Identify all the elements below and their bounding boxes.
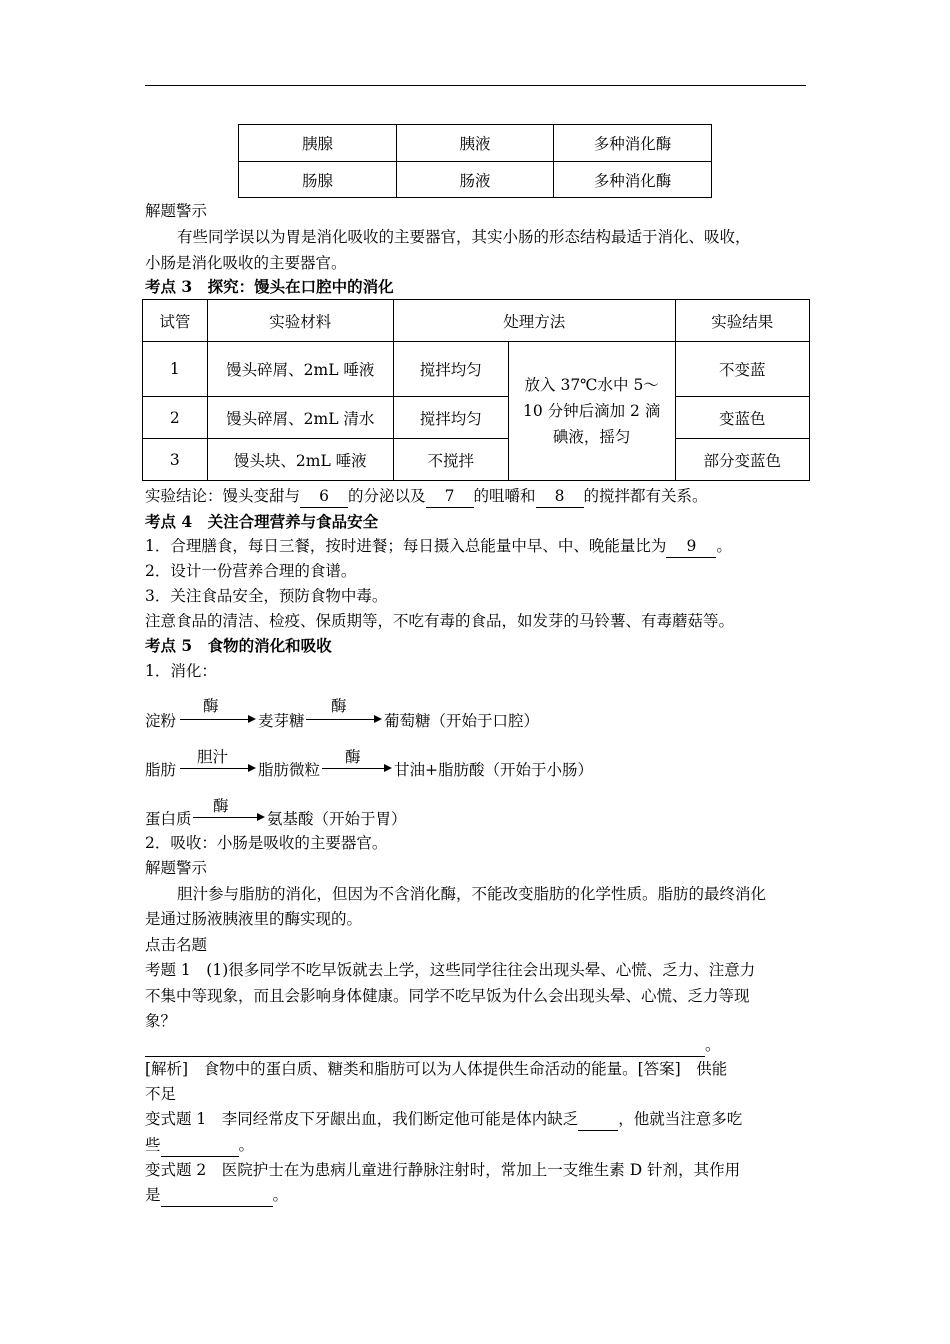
header-cell: 试管	[143, 300, 208, 342]
table-row	[239, 125, 712, 162]
warning-title: 解题警示	[145, 859, 208, 877]
variant-question-line	[145, 1184, 288, 1207]
digestion-heading: 1．消化：	[145, 662, 217, 680]
glucose-label: 葡萄糖（开始于口腔）	[384, 712, 540, 730]
warning-title: 解题警示	[145, 202, 208, 220]
enzyme-label: 酶	[213, 797, 229, 815]
experiment-conclusion	[145, 485, 708, 508]
variant-text: ，他就当注意多吃	[618, 1110, 743, 1128]
variant-question-line	[145, 1108, 742, 1131]
maltose-label: 麦芽糖	[258, 712, 305, 730]
enzyme-label: 酶	[345, 748, 361, 766]
question-line: 不集中等现象，而且会影响身体健康。同学不吃早饭为什么会出现头晕、心慌、乏力等现	[145, 987, 750, 1005]
table-cell: 馒头碎屑、2mL 唾液	[207, 342, 393, 397]
experiment-table	[142, 299, 810, 481]
variant-text: 。	[238, 1136, 255, 1154]
enzyme-label: 酶	[203, 697, 219, 715]
blank-8: 8	[536, 485, 584, 508]
starch-label: 淀粉	[145, 712, 177, 730]
arrow-icon	[180, 768, 248, 769]
answer-line: [解析] 食物中的蛋白质、糖类和脂肪可以为人体提供生命活动的能量。[答案] 供能	[145, 1060, 728, 1078]
header-cell: 实验结果	[675, 300, 809, 342]
variant-question-line	[145, 1134, 254, 1157]
table-row	[143, 342, 810, 397]
table-cell: 搅拌均匀	[393, 397, 508, 439]
point4-line: 注意食品的清洁、检疫、保质期等，不吃有毒的食品，如发芽的马铃薯、有毒蘑菇等。	[145, 612, 735, 630]
method-text-line: 10 分钟后滴加 2 滴	[522, 402, 661, 420]
answer-blank	[161, 1184, 273, 1207]
conclusion-text: 实验结论：馒头变甜与	[145, 487, 301, 505]
header-cell: 处理方法	[393, 300, 675, 342]
table-cell: 2	[143, 397, 208, 439]
point4-line: 2．设计一份营养合理的食谱。	[145, 562, 357, 580]
variant-text: 是	[145, 1186, 161, 1204]
table-cell: 3	[143, 439, 208, 481]
conclusion-text: 的分泌以及	[348, 487, 426, 505]
table-cell: 变蓝色	[675, 397, 809, 439]
table-cell: 胰腺	[239, 125, 397, 162]
question-line: 象？	[145, 1012, 177, 1030]
shared-method-cell	[508, 342, 675, 481]
amino-label: 氨基酸（开始于胃）	[267, 810, 407, 828]
variant-text: 。	[272, 1186, 289, 1204]
bile-label: 胆汁	[197, 748, 229, 766]
header-cell: 实验材料	[207, 300, 393, 342]
table-cell: 多种消化酶	[553, 125, 711, 162]
conclusion-text: 的咀嚼和	[473, 487, 536, 505]
warning-text-line: 有些同学误以为胃是消化吸收的主要器官，其实小肠的形态结构最适于消化、吸收，	[177, 228, 751, 246]
variant-text: 些	[145, 1136, 161, 1154]
warning-text-line: 小肠是消化吸收的主要器官。	[145, 254, 347, 272]
table-cell: 肠液	[396, 162, 553, 198]
blank-7: 7	[426, 485, 474, 508]
table-cell: 不搅拌	[393, 439, 508, 481]
table-cell: 搅拌均匀	[393, 342, 508, 397]
blank-6: 6	[300, 485, 348, 508]
variant-text: 变式题 1 李同经常皮下牙龈出血，我们断定他可能是体内缺乏	[145, 1110, 579, 1128]
question-line: 考题 1 (1)很多同学不吃早饭就去上学，这些同学往往会出现头晕、心慌、乏力、注意力	[145, 961, 756, 979]
digestive-glands-table	[238, 124, 712, 198]
section-title-point3: 考点 3 探究：馒头在口腔中的消化	[145, 277, 394, 296]
table-cell: 肠腺	[239, 162, 397, 198]
fat-label: 脂肪	[145, 761, 177, 779]
enzyme-label: 酶	[331, 697, 347, 715]
conclusion-text: 的搅拌都有关系。	[583, 487, 708, 505]
method-text-line: 放入 37℃水中 5～	[524, 376, 659, 394]
answer-line: 不足	[145, 1085, 177, 1103]
arrow-icon	[180, 719, 248, 720]
answer-blank-line	[145, 1034, 721, 1057]
section-title-point4: 考点 4 关注合理营养与食品安全	[145, 512, 379, 531]
table-row	[239, 162, 712, 198]
table-cell: 不变蓝	[675, 342, 809, 397]
table-cell: 多种消化酶	[553, 162, 711, 198]
table-cell: 1	[143, 342, 208, 397]
blank-9: 9	[666, 535, 716, 558]
protein-label: 蛋白质	[145, 810, 192, 828]
point4-line	[145, 535, 732, 558]
header-rule	[145, 85, 806, 86]
table-cell: 部分变蓝色	[675, 439, 809, 481]
arrow-icon	[306, 719, 374, 720]
punctuation: 。	[705, 1036, 721, 1054]
point4-text: 。	[716, 537, 732, 555]
point4-line: 3．关注食品安全，预防食物中毒。	[145, 587, 388, 605]
arrow-icon	[193, 817, 257, 818]
method-text-line: 碘液，摇匀	[552, 428, 631, 446]
table-cell: 胰液	[396, 125, 553, 162]
answer-blank	[145, 1034, 705, 1057]
section-title-point5: 考点 5 食物的消化和吸收	[145, 636, 332, 655]
fat-particles-label: 脂肪微粒	[258, 761, 321, 779]
examples-title: 点击名题	[145, 936, 208, 954]
answer-blank	[161, 1134, 239, 1157]
glycerol-label: 甘油+脂肪酸（开始于小肠）	[394, 761, 593, 779]
variant-question-line: 变式题 2 医院护士在为患病儿童进行静脉注射时，常加上一支维生素 D 针剂，其作用	[145, 1161, 741, 1179]
arrow-icon	[322, 768, 384, 769]
table-cell: 馒头碎屑、2mL 清水	[207, 397, 393, 439]
warning-text-line: 是通过肠液胰液里的酶实现的。	[145, 910, 363, 928]
answer-blank	[578, 1108, 618, 1131]
point4-text: 1．合理膳食，每日三餐，按时进餐；每日摄入总能量中早、中、晚能量比为	[145, 537, 667, 555]
table-row	[143, 439, 810, 481]
absorption-line: 2．吸收：小肠是吸收的主要器官。	[145, 834, 388, 852]
warning-text-line: 胆汁参与脂肪的消化，但因为不含消化酶，不能改变脂肪的化学性质。脂肪的最终消化	[177, 885, 767, 903]
table-cell: 馒头块、2mL 唾液	[207, 439, 393, 481]
table-header-row	[143, 300, 810, 342]
table-row	[143, 397, 810, 439]
